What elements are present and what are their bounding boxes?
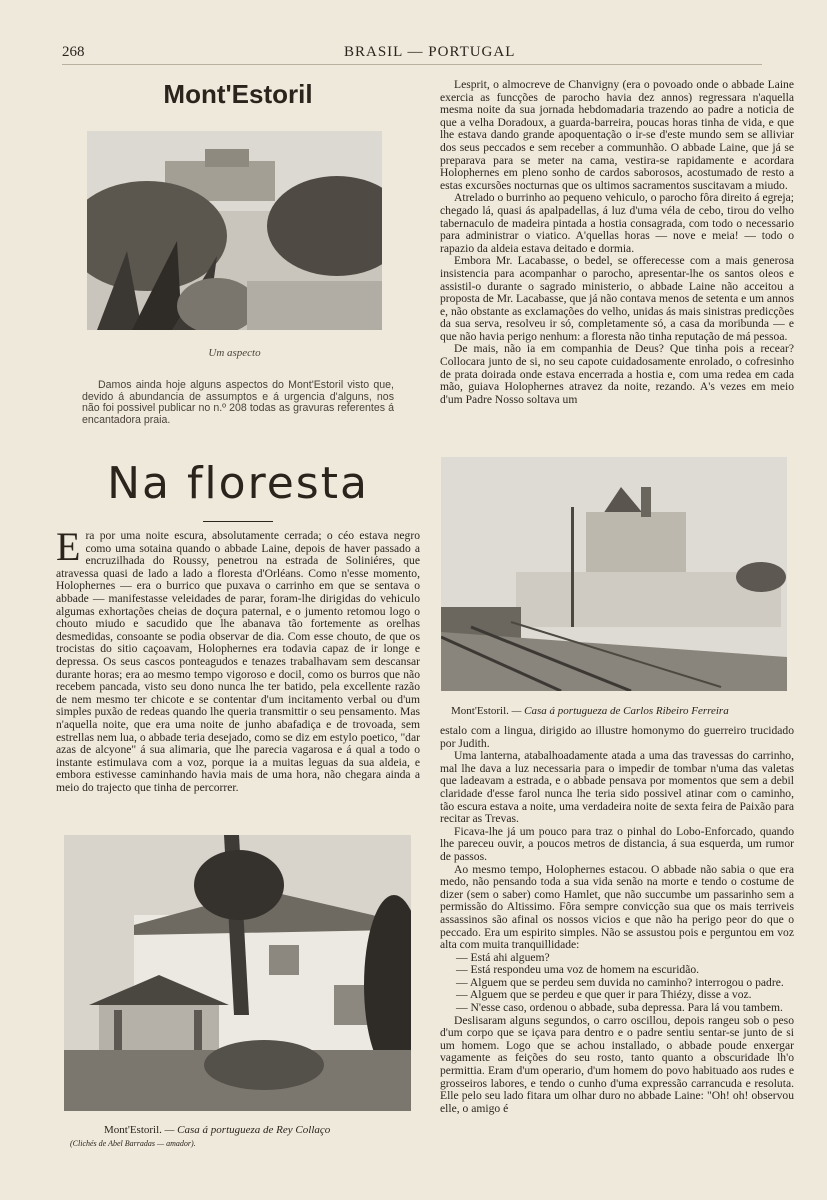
bottom-photo-caption [104, 1124, 330, 1136]
montestoril-intro [82, 380, 394, 426]
right-paragraph-6: Uma lanterna, atabalhoadamente atada a uma das travessas do carrinho, mal lhe dava a luz necessaria para o impedir de tombar n'uma das valetas que ladeavam a estrada, e o abbade pensava por momentos que sem a debil claridade d'esse farol nunca lhe teria sido possivel atinar com o caminho, tão escura estava a noite, uma verdadeira noite de sexta feira de Paixão para recitar as Trevas. [440, 749, 794, 826]
right-paragraph-5: estalo com a lingua, dirigido ao illustre homonymo do guerreiro trucidado por Judith. [440, 724, 794, 750]
bottom-caption-place: Mont'Estoril. [104, 1124, 162, 1136]
right-paragraph-4: De mais, não ia em companhia de Deus? Que tinha pois a recear? Collocara junto de si, no seu capote cuidadosamente enrolado, o cofresinho de prata doirada onde estava encerrada a hostia e, com uma redea em cada mão, guiava Holophernes atravez da noite, rezando. A's vezes em meio d'um Padre Nosso soltava um [440, 342, 794, 406]
dialogue-line-2: — Está respondeu uma voz de homem na escuridão. [456, 963, 700, 977]
running-title: BRASIL — PORTUGAL [344, 44, 516, 60]
page-header [62, 44, 762, 66]
dialogue-line-5: — N'esse caso, ordenou o abbade, suba depressa. Para lá vou tambem. [456, 1001, 783, 1015]
article-left-column [56, 524, 420, 794]
photo1-caption: Um aspecto [208, 347, 261, 359]
photo-um-aspecto [87, 131, 382, 330]
dialogue-line-1: — Está ahi alguem? [456, 950, 550, 964]
right-paragraph-end: Deslisaram alguns segundos, o carro oscillou, depois rangeu sob o peso d'um corpo que se içava para dentro e o padre sentiu sentar-se junto de si um homem. Logo que se achou installado, o abbade poude enxergar vagamente as feições do seu rosto, tanto quanto a obscuridade lh'o permittia. Eram d'um operario, d'um homem do povo habituado aos rudes e grosseiros labores, e tendo o cunho d'uma expressão carrancuda e resoluta. Elle pelo seu lado fitara um olhar duro no abbade Laine: "Oh! oh! observou elle, o amigo é [440, 1013, 794, 1115]
title-rule [203, 521, 273, 522]
header-rule [62, 64, 762, 65]
intro-text: Damos ainda hoje alguns aspectos do Mont'Estoril visto que, devido á abundancia de assumptos e á urgencia d'alguns, nos não foi possivel publicar no n.º 208 todas as gravuras referentes á encantadora praia. [82, 379, 394, 426]
article-right-column-top [440, 79, 794, 406]
right-caption-text: — Casa á portugueza de Carlos Ribeiro Ferreira [511, 705, 729, 717]
photo-rey-collaco [64, 835, 411, 1111]
photo-ribeiro-ferreira [441, 457, 787, 691]
montestoril-title: Mont'Estoril [163, 79, 313, 109]
article-opening-text: ra por uma noite escura, absolutamente cerrada; o céo estava negro como uma sotaina quando o abbade Laine, depois de haver passado a encruzilhada do Roussy, penetrou na estrada de Soliniéres, que atravessa quasi de lado a lado a floresta d'Orléans. Como n'esse momento, Holophernes — era o burrico que puxava o carrinho em que se sentava o abbade — manifestasse veleidades de parar, foram-lhe dirigidas do vehiculo algumas exhortações cheias de doçura paternal, e o jumento retomou logo o chouto miudo e sacudido que lhe abanava tão fortemente as orelhas desmedidas, consoante se podia observar de dia. Com esse chouto, de que os trocistas do sitio caçoavam, Holophernes era todavia capaz de ir longe e depressa. Os seus cascos ponteagudos e tenazes trabalhavam sem descansar durante horas; era ao mesmo tempo vigoroso e docil, como os burros que não recebem pancada, visto seu dono nunca lhe ter batido, pela excellente razão de nem mesmo ter chicote e se contentar d'um incitamento verbal ou d'um simples puxão de redeas quando lhe queria transmittir o seu pensamento. Mas n'aquella noite, que era uma noite de junho abafadiça e de trovoada, sem estrellas nem lua, o abbade teria desejado, como se diz em estylo poetico, "dar azas de alcyone" á sua alimaria, que lhe parecia vagarosa e á qual a todo o instante estimulava com a voz, porque ia a muitas leguas da sua aldeia, e embora estivesse caminhando havia mais de uma hora, não chegara ainda a meio do trajecto que tinha de percorrer. [56, 529, 420, 794]
bottom-caption-text: — Casa á portugueza de Rey Collaço [164, 1124, 331, 1136]
right-photo-caption [451, 705, 729, 717]
right-paragraph-8: Ao mesmo tempo, Holophernes estacou. O abbade não sabia o que era medo, não pensando toda a sua vida senão na morte e tendo o costume de dizer (sem o saber) como Hamlet, que não succumbe um passarinho sem a permissão do Altissimo. Fôra sempre convicção sua que os mais terriveis assassinos são afinal os nossos vicios e que não ha perigo peor do que o peccado. Era um espirito simples. Não se assustou pois e perguntou em voz alta com muita tranquillidade: [440, 862, 794, 952]
garden-villa-image [87, 131, 382, 330]
page-number: 268 [62, 44, 85, 60]
drop-cap: E [56, 524, 81, 569]
article-title: Na floresta [107, 458, 369, 509]
article-right-column-bottom [440, 725, 794, 1115]
right-paragraph-3: Embora Mr. Lacabasse, o bedel, se offerecesse com a mais generosa insistencia para acompanhar o parocho, apresentar-lhe os santos oleos e assistil-o durante o sagrado ministerio, o abbade Laine não acceitou a proposta de Mr. Lacabasse, que já não contava menos de setenta e um annos e, não obstante as exclamações do velho, unidas ás mais sinistras predicções da sua serva, resolveu ir só, completamente só, a casa da moribunda — e que não havia perigo nenhum: a floresta não tinha reputação de má pessoa. [440, 254, 794, 343]
right-paragraph-1: Lesprit, o almocreve de Chanvigny (era o povoado onde o abbade Laine exercia as funcções de parocho havia dez annos) regressara n'aquella mesma noite da sua jornada hebdomadaria trazendo ao padre a noticia de que a velha Doradoux, a guarda-barreira, poucas horas tinha de vida, e que lhe estava dando grande apoquentação o ir-se d'este mundo sem se alliviar dos seus peccados e sem receber a communhão. O abbade Laine, que já se preparava para se meter na cama, vestira-se rapidamente e acordara Holophernes em pleno sonho de cardos saborosos, acostumado de resto a estas excursões nocturnas que os ultimos sacramentos suscitavam a miudo. [440, 78, 794, 192]
villa-rey-collaco-image [64, 835, 411, 1111]
dialogue-line-4: — Alguem que se perdeu e que quer ir para Thiézy, disse a voz. [456, 988, 752, 1002]
right-paragraph-7: Ficava-lhe já um pouco para traz o pinhal do Lobo-Enforcado, quando lhe pareceu ouvir, a poucos metros de distancia, á sua esquerda, um rumor de passos. [440, 824, 794, 863]
photo-credit: (Clichés de Abel Barradas — amador). [70, 1139, 196, 1148]
dialogue-line-3: — Alguem que se perdeu sem duvida no caminho? interrogou o padre. [456, 975, 784, 989]
villa-ribeiro-ferreira-image [441, 457, 787, 691]
right-caption-place: Mont'Estoril. [451, 705, 509, 717]
right-paragraph-2: Atrelado o burrinho ao pequeno vehiculo, o parocho fôra direito á egreja; chegado lá, quasi ás apalpadellas, á luz d'uma véla de cebo, tirou do velho tabernaculo de madeira pintada a hostia consagrada, com todo o necessario para administrar o viatico. A'quellas horas — nove e meia! — todo o rapazio da aldeia estava deitado e dormia. [440, 191, 794, 255]
